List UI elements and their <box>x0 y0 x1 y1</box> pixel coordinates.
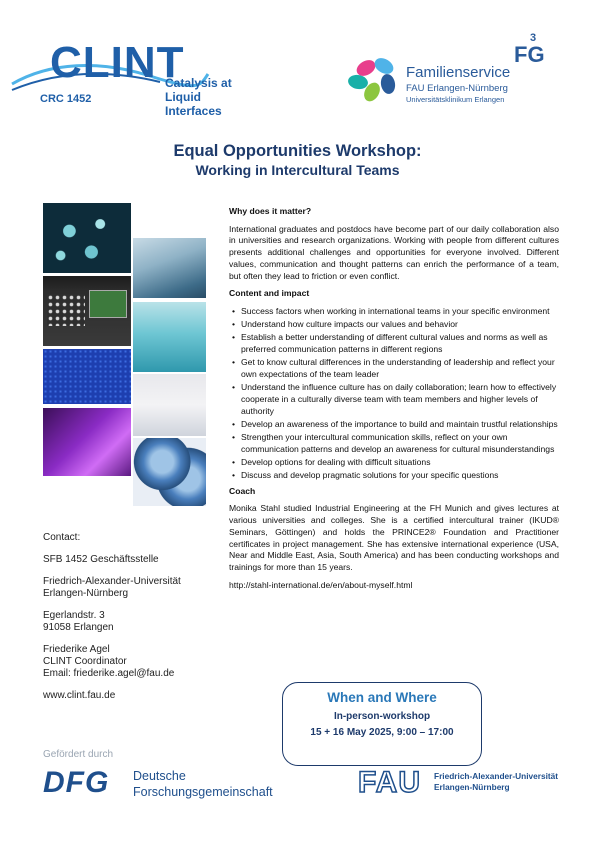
photo-blue-granules <box>43 349 131 404</box>
photo-monitor-right-panel <box>89 290 127 318</box>
familienservice-logo <box>344 32 559 111</box>
photo-monitor-left-panel <box>47 294 85 326</box>
bullet-item: • Understand how culture impacts our values and behavior <box>241 319 559 331</box>
photo-lab-glassware <box>133 238 206 298</box>
bullet-item: • Strengthen your intercultural communication skills, reflect on your own communication patterns and develop an awareness for cultural misunderstandings <box>241 432 559 455</box>
funded-by-label: Gefördert durch <box>43 749 114 760</box>
flower-icon <box>344 50 404 110</box>
fg-mark-superscript: 3 <box>530 32 537 44</box>
clint-logo <box>10 38 260 118</box>
contact-website[interactable]: www.clint.fau.de <box>43 690 116 701</box>
fau-letters: FAU <box>358 766 421 799</box>
familienservice-subtitle-1: FAU Erlangen-Nürnberg <box>406 83 508 94</box>
contact-street: Egerlandstr. 3 <box>43 610 105 621</box>
dfg-letters: DFG <box>43 766 110 799</box>
contact-university-line2: Erlangen-Nürnberg <box>43 588 129 599</box>
bullet-item: • Discuss and develop pragmatic solutions for your specific questions <box>241 470 559 482</box>
why-paragraph: International graduates and postdocs have become part of our daily collaboration also in universities and research organizations. Working with people from different cultures presents additional challenges and opportunities for everyone involved. Different values, communication and thought patterns can enrich the performance of a team, but often they lead to friction or even conflict. <box>229 223 559 281</box>
photo-monitor-screen <box>43 276 131 346</box>
contact-university-line1: Friedrich-Alexander-Universität <box>43 576 181 587</box>
bullet-item: • Develop options for dealing with difficult situations <box>241 457 559 469</box>
familienservice-subtitle-2: Universitätsklinikum Erlangen <box>406 95 505 104</box>
clint-crc-label: CRC 1452 <box>40 93 92 105</box>
dfg-name-line2: Forschungsgemeinschaft <box>133 785 273 799</box>
content-bullet-list <box>229 306 559 482</box>
clint-tagline-line1: Catalysis at <box>165 76 232 90</box>
coach-paragraph: Monika Stahl studied Industrial Engineering at the FH Munich and gives lectures at various universities and colleges. She is a certified intercultural trainer (IKUD® Seminars, Göttingen) and holds the PRINCE2® Foundation and Practitioner certificates in project management. She has extensive international experience (USA, Near and Middle East, Asia, South America) and has been conducting workshops and trainings for more than 15 years. <box>229 503 559 572</box>
bullet-item: • Develop an awareness of the importance to build and maintain trustful relationships <box>241 419 559 431</box>
bullet-item: • Success factors when working in international teams in your specific environment <box>241 306 559 318</box>
contact-block <box>43 532 218 712</box>
contact-email[interactable]: Email: friederike.agel@fau.de <box>43 668 175 679</box>
contact-person-block <box>43 644 218 680</box>
contact-person: Friederike Agel <box>43 644 110 655</box>
fau-name-line1: Friedrich-Alexander-Universität <box>434 771 559 781</box>
photo-glass-beakers <box>133 302 206 372</box>
bullet-item: • Get to know cultural differences in the understanding of leadership and reflect your own expectations of the team leader <box>241 357 559 380</box>
contact-office: SFB 1452 Geschäftsstelle <box>43 554 159 565</box>
when-where-box <box>282 682 482 766</box>
familienservice-title: Familienservice <box>406 64 511 81</box>
bullet-item: • Understand the influence culture has on daily collaboration; learn how to effectively cooperate in a culturally diverse team with team members and higher levels of authority <box>241 382 559 417</box>
fg-mark: FG <box>514 42 545 67</box>
when-where-format: In-person-workshop <box>333 711 431 722</box>
contact-city: 91058 Erlangen <box>43 622 114 633</box>
when-where-date: 15 + 16 May 2025, 9:00 – 17:00 <box>310 727 454 738</box>
coach-link[interactable]: http://stahl-international.de/en/about-myself.html <box>229 579 413 590</box>
dfg-logo <box>43 766 273 800</box>
fau-logo <box>358 766 558 804</box>
workshop-title: Equal Opportunities Workshop: <box>173 142 422 160</box>
photo-purple-reactor <box>43 408 131 476</box>
coach-heading: Coach <box>229 485 256 496</box>
contact-label: Contact: <box>43 532 81 543</box>
dfg-name-line1: Deutsche <box>133 769 186 783</box>
clint-tagline-line2: Liquid Interfaces <box>165 90 222 118</box>
bullet-item: • Establish a better understanding of different cultural values and norms as well as preferred communication patterns in different regions <box>241 332 559 355</box>
why-heading: Why does it matter? <box>229 206 312 216</box>
photo-molecule-model <box>133 438 206 506</box>
contact-university <box>43 576 218 600</box>
content-heading: Content and impact <box>229 288 310 299</box>
contact-role: CLINT Coordinator <box>43 656 127 667</box>
photo-sample-bottles <box>133 374 206 436</box>
workshop-subtitle: Working in Intercultural Teams <box>195 162 400 178</box>
main-content <box>229 206 559 591</box>
photo-microscopy <box>43 203 131 273</box>
clint-wordmark: CLINT <box>50 38 185 87</box>
contact-address <box>43 610 218 634</box>
when-where-title: When and Where <box>327 690 437 705</box>
fau-name-line2: Erlangen-Nürnberg <box>434 782 510 792</box>
